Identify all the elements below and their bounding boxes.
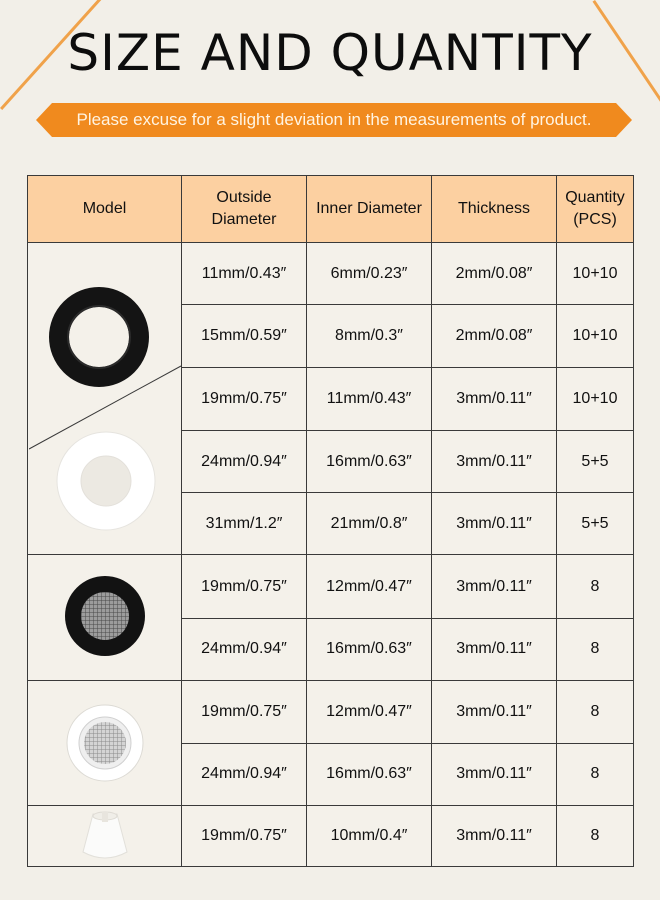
- cell-outside-diameter: 19mm/0.75″: [182, 368, 307, 431]
- cell-quantity: 8: [557, 805, 634, 866]
- table-row: [28, 805, 634, 866]
- cell-thickness: 3mm/0.11″: [432, 368, 557, 431]
- cell-outside-diameter: 15mm/0.59″: [182, 305, 307, 368]
- cell-inner-diameter: 16mm/0.63″: [307, 743, 432, 805]
- cell-outside-diameter: 11mm/0.43″: [182, 243, 307, 305]
- table-row: [28, 555, 634, 618]
- cell-inner-diameter: 10mm/0.4″: [307, 805, 432, 866]
- white-cone-washer-icon: [29, 806, 181, 866]
- cell-quantity: 8: [557, 743, 634, 805]
- cell-quantity: 10+10: [557, 368, 634, 431]
- white-plastic-washer-icon: [57, 432, 155, 530]
- cell-inner-diameter: 16mm/0.63″: [307, 618, 432, 680]
- white-mesh-filter-washer-icon: [29, 681, 181, 805]
- notice-text: Please excuse for a slight deviation in the measurements of product.: [76, 110, 592, 129]
- cell-outside-diameter: 19mm/0.75″: [182, 555, 307, 618]
- table-header-row: [28, 176, 634, 243]
- table-row: [28, 243, 634, 305]
- black-mesh-filter-washer-icon: [29, 556, 181, 680]
- cell-inner-diameter: 11mm/0.43″: [307, 368, 432, 431]
- model-cell-washers: [28, 243, 182, 555]
- header-outside-diameter: Outside Diameter: [182, 176, 307, 243]
- cell-thickness: 3mm/0.11″: [432, 555, 557, 618]
- notice-banner: [36, 103, 632, 137]
- header-quantity: [557, 176, 634, 243]
- cell-thickness: 2mm/0.08″: [432, 305, 557, 368]
- table-row: [28, 680, 634, 743]
- model-cell-black-mesh-washer: [28, 555, 182, 680]
- cell-inner-diameter: 16mm/0.63″: [307, 431, 432, 493]
- cell-thickness: 3mm/0.11″: [432, 431, 557, 493]
- cell-inner-diameter: 21mm/0.8″: [307, 493, 432, 555]
- cell-thickness: 2mm/0.08″: [432, 243, 557, 305]
- cell-thickness: 3mm/0.11″: [432, 618, 557, 680]
- header-inner-diameter: Inner Diameter: [307, 176, 432, 243]
- cell-outside-diameter: 19mm/0.75″: [182, 680, 307, 743]
- cell-inner-diameter: 8mm/0.3″: [307, 305, 432, 368]
- cell-inner-diameter: 6mm/0.23″: [307, 243, 432, 305]
- cell-thickness: 3mm/0.11″: [432, 743, 557, 805]
- model-cell-white-mesh-washer: [28, 680, 182, 805]
- cell-thickness: 3mm/0.11″: [432, 805, 557, 866]
- cell-quantity: 5+5: [557, 431, 634, 493]
- cell-outside-diameter: 24mm/0.94″: [182, 743, 307, 805]
- header-quantity-unit: (PCS): [573, 211, 617, 228]
- cell-inner-diameter: 12mm/0.47″: [307, 555, 432, 618]
- header-quantity-label: Quantity: [565, 189, 625, 206]
- cell-outside-diameter: 24mm/0.94″: [182, 431, 307, 493]
- cell-outside-diameter: 19mm/0.75″: [182, 805, 307, 866]
- size-quantity-table: [27, 175, 634, 867]
- model-cell-cone-washer: [28, 805, 182, 866]
- cell-quantity: 10+10: [557, 243, 634, 305]
- cell-quantity: 8: [557, 618, 634, 680]
- cell-outside-diameter: 24mm/0.94″: [182, 618, 307, 680]
- cell-quantity: 8: [557, 555, 634, 618]
- cell-inner-diameter: 12mm/0.47″: [307, 680, 432, 743]
- cell-quantity: 8: [557, 680, 634, 743]
- header-model: Model: [28, 176, 182, 243]
- black-rubber-washer-icon: [59, 297, 139, 377]
- cell-thickness: 3mm/0.11″: [432, 680, 557, 743]
- page-title: SIZE AND QUANTITY: [67, 24, 593, 82]
- cell-quantity: 5+5: [557, 493, 634, 555]
- header-thickness: Thickness: [432, 176, 557, 243]
- rubber-and-plastic-washer-image: [29, 244, 181, 554]
- cell-outside-diameter: 31mm/1.2″: [182, 493, 307, 555]
- cell-quantity: 10+10: [557, 305, 634, 368]
- cell-thickness: 3mm/0.11″: [432, 493, 557, 555]
